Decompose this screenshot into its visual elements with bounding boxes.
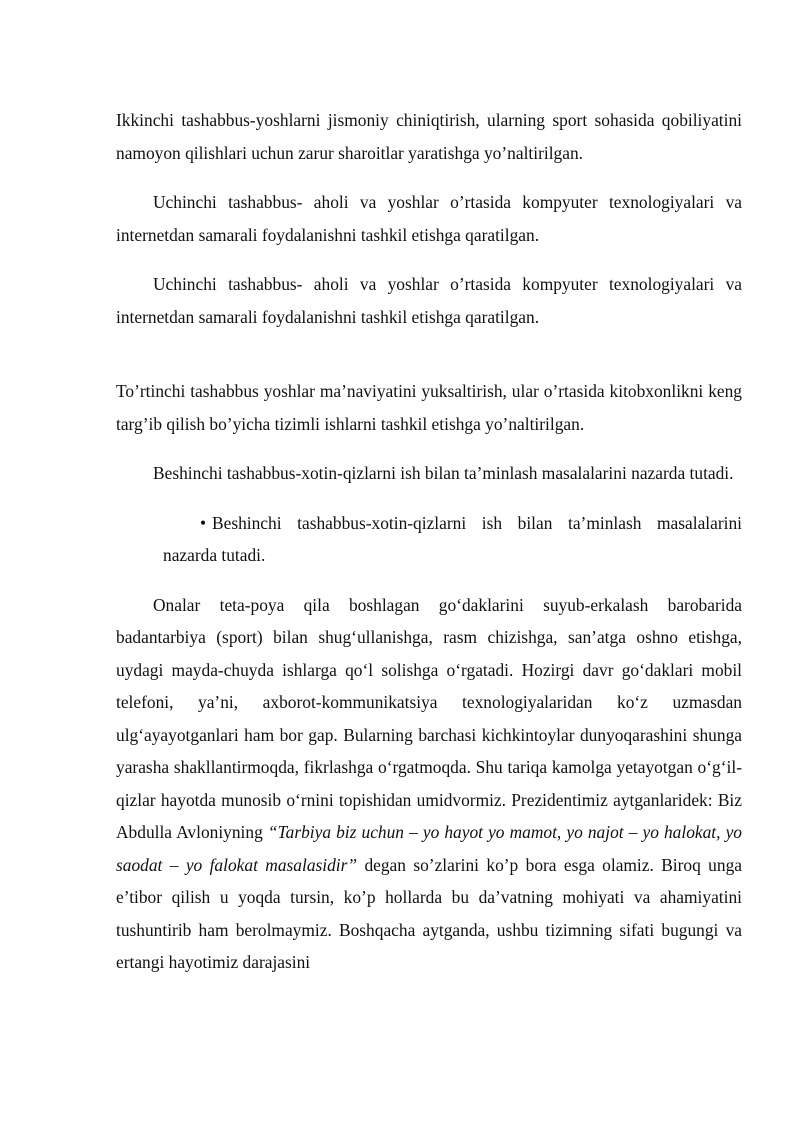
paragraph-text-start: Onalar teta-poya qila boshlagan go‘daklarini suyub-erkalash barobarida badantarbiya (sport) bilan shug‘ullanishga, rasm chizishga, san’atga oshno etishga, uydagi mayda-chuyda ishlarga qo‘l solishga o‘rgatadi. Hozirgi davr go‘daklari mobil telefoni, ya’ni, axborot-kommunikatsiya texnologiyalaridan ko‘z uzmasdan ulg‘ayayotganlari ham bor gap. Bularning barchasi kichkintoylar dunyoqarashini shunga yarasha shakllantirmoqda, fikrlashga o‘rgatmoqda. Shu tariqa kamolga yetayotgan o‘g‘il-qizlar hayotda munosib o‘rnini topishidan umidvormiz. Prezidentimiz aytganlaridek: Biz Abdulla Avloniyning	[116, 594, 742, 842]
paragraph-third-initiative: Uchinchi tashabbus- aholi va yoshlar o’rtasida kompyuter texnologiyalari va internetdan samarali foydalanishni tashkil etishga qaratilgan.	[116, 192, 742, 245]
bullet-icon: •	[200, 512, 207, 533]
paragraph-fifth-initiative: Beshinchi tashabbus-xotin-qizlarni ish bilan ta’minlash masalalarini nazarda tutadi.	[153, 463, 734, 483]
paragraph-third-initiative-repeat: Uchinchi tashabbus- aholi va yoshlar o’rtasida kompyuter texnologiyalari va internetdan samarali foydalanishni tashkil etishga qaratilgan.	[116, 274, 742, 327]
document-page	[116, 104, 742, 979]
paragraph-mothers-upbringing	[116, 589, 742, 979]
bullet-list-item	[163, 507, 742, 572]
bullet-item-text: Beshinchi tashabbus-xotin-qizlarni ish bilan ta’minlash masalalarini nazarda tutadi.	[163, 512, 742, 565]
avloniy-quote: “Tarbiya biz uchun – yo hayot yo mamot, yo najot – yo halokat, yo saodat – yo falokat masalasidir”	[116, 822, 742, 875]
paragraph-second-initiative: Ikkinchi tashabbus-yoshlarni jismoniy chiniqtirish, ularning sport sohasida qobiliyatini namoyon qilishlari uchun zarur sharoitlar yaratishga yo’naltirilgan.	[116, 110, 742, 163]
paragraph-text-end: degan so’zlarini ko’p bora esga olamiz. Biroq unga e’tibor qilish u yoqda tursin, ko’p hollarda bu da’vatning mohiyati va ahamiyatini tushuntirib ham berolmaymiz. Boshqacha aytganda, ushbu tizimning sifati bugungi va ertangi hayotimiz darajasini	[116, 854, 742, 972]
paragraph-fourth-initiative: To’rtinchi tashabbus yoshlar ma’naviyatini yuksaltirish, ular o’rtasida kitobxonlikni keng targ’ib qilish bo’yicha tizimli ishlarni tashkil etishga yo’naltirilgan.	[116, 381, 742, 434]
